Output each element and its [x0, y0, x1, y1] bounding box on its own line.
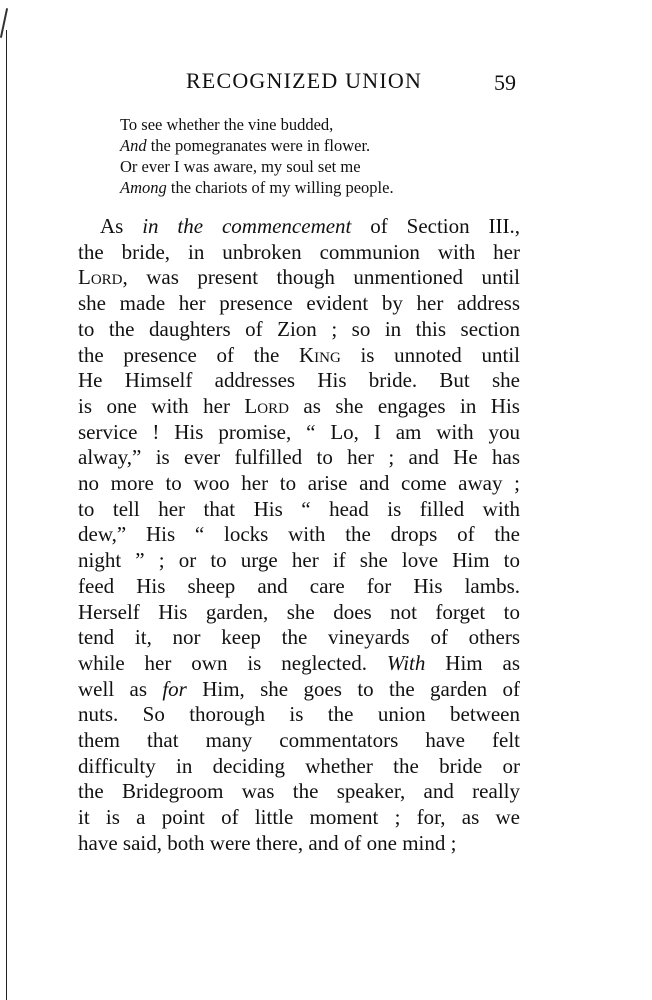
text-line: it is a point of little moment ; for, as we [78, 805, 520, 830]
text-line: service ! His promise, “ Lo, I am with you [78, 419, 520, 444]
text-line: while her own is neglected. With Him as [78, 650, 521, 675]
text-line: she made her presence evident by her address [78, 291, 520, 316]
text-line: Herself His garden, she does not forget to [78, 599, 520, 624]
text-line: tend it, nor keep the vineyards of others [78, 625, 520, 650]
text-line: the bride, in unbroken communion with her [78, 239, 520, 264]
text-line: no more to woo her to arise and come away ; [78, 471, 520, 496]
body-paragraph [78, 214, 520, 857]
text-line: to tell her that His “ head is filled with [78, 496, 520, 521]
text-line: to the daughters of Zion ; so in this section [78, 316, 520, 341]
page-number: 59 [494, 70, 516, 95]
text-line: dew,” His “ locks with the drops of the [78, 522, 520, 547]
verse-line: And the pomegranates were in flower. [120, 136, 371, 155]
text-line: As in the commencement of Section III., [100, 214, 520, 238]
text-line: Lord, was present though unmentioned until [78, 265, 520, 290]
text-line: night ” ; or to urge her if she love Him to [78, 548, 520, 573]
text-line: He Himself addresses His bride. But she [78, 368, 520, 393]
verse-line: To see whether the vine budded, [120, 115, 334, 134]
text-line: the Bridegroom was the speaker, and really [78, 779, 520, 804]
running-title: RECOGNIZED UNION [185, 68, 423, 93]
text-line: difficulty in deciding whether the bride or [78, 753, 520, 778]
verse-line: Among the chariots of my willing people. [120, 178, 394, 197]
text-line: feed His sheep and care for His lambs. [78, 573, 520, 598]
verse-line: Or ever I was aware, my soul set me [120, 157, 361, 176]
text-line: have said, both were there, and of one mind ; [78, 830, 457, 855]
text-line: well as for Him, she goes to the garden of [78, 676, 520, 701]
text-line: alway,” is ever fulfilled to her ; and He has [78, 445, 520, 470]
text-line: the presence of the King is unnoted until [78, 342, 520, 367]
text-line: them that many commentators have felt [78, 728, 520, 753]
text-line: nuts. So thorough is the union between [78, 702, 520, 727]
verse-quotation [120, 114, 394, 198]
text-line: is one with her Lord as she engages in His [78, 393, 520, 418]
page-edge-line [6, 30, 7, 1000]
